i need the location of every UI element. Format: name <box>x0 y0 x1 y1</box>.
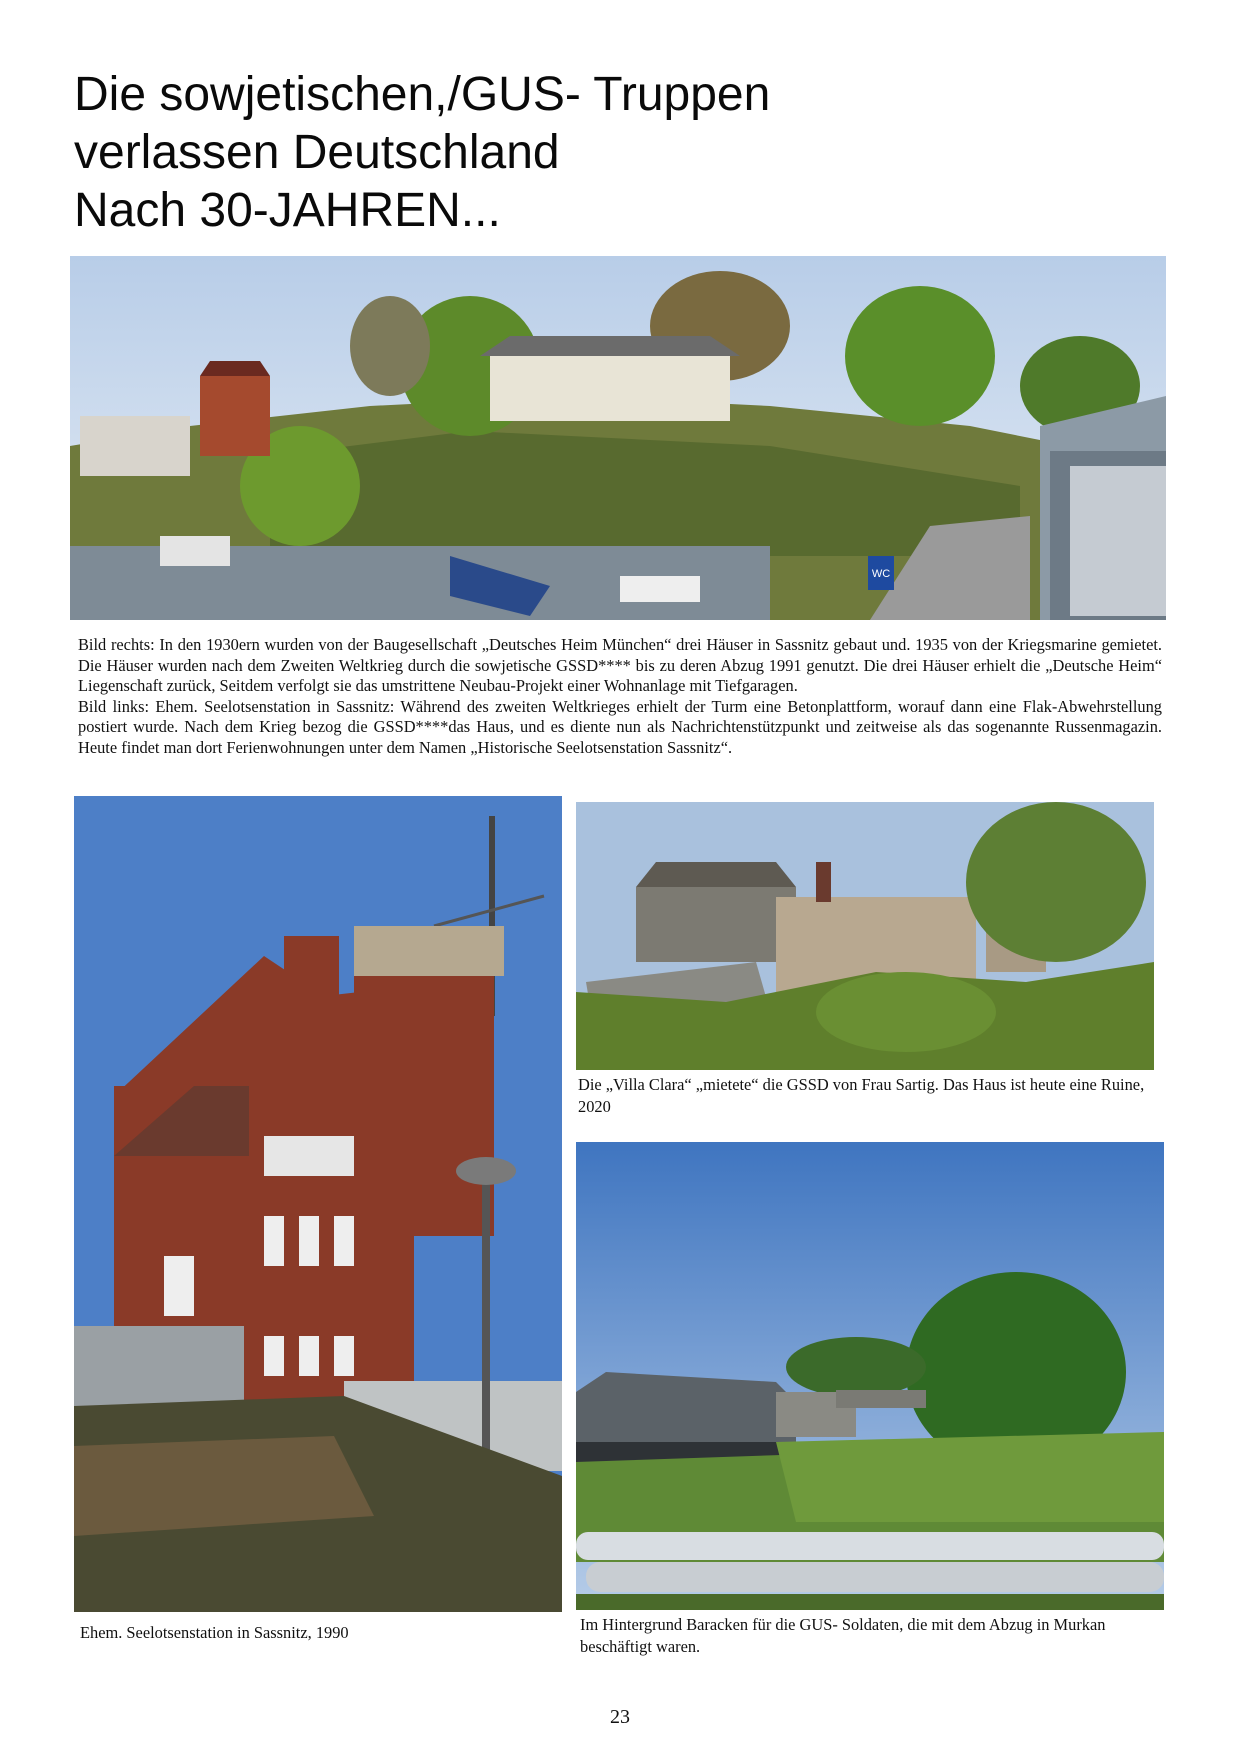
harbor-photo <box>70 256 1166 620</box>
title-line-3: Nach 30-JAHREN... <box>74 184 501 237</box>
pilot-station-photo <box>74 796 562 1612</box>
page-title <box>74 66 1074 240</box>
main-caption <box>78 635 1162 758</box>
caption-left: Bild links: Ehem. Seelotsenstation in Sassnitz: Während des zweiten Weltkrieges erhielt der Turm eine Betonplattform, worauf dann eine Flak-Abwehrstellung postiert wurde. Nach dem Krieg bezog die GSSD****das Haus, und es diente nun als Nachrichtenstützpunkt und zeitweise als das sogenannte Russenmagazin. Heute findet man dort Ferienwohnungen unter dem Namen „Historische Seelotsenstation Sassnitz“. <box>78 696 1162 757</box>
villa-clara-photo <box>576 802 1154 1070</box>
caption-right: Bild rechts: In den 1930ern wurden von der Baugesellschaft „Deutsches Heim München“ drei Häuser in Sassnitz gebaut und. 1935 von der Kriegsmarine gemietet. Die Häuser wurden nach dem Zweiten Weltkrieg durch die sowjetische GSSD**** bis zu deren Abzug 1991 genutzt. Die drei Häuser erhielt die „Deutsche Heim“ Liegenschaft zurück, Seitdem verfolgt sie das umstrittene Neubau-Projekt einer Wohnanlage mit Tiefgaragen. <box>78 635 1162 695</box>
title-line-1: Die sowjetischen,/GUS- Truppen <box>74 68 771 121</box>
page-number: 23 <box>610 1706 630 1728</box>
barracks-photo <box>576 1142 1164 1610</box>
villa-caption: Die „Villa Clara“ „mietete“ die GSSD von Frau Sartig. Das Haus ist heute eine Ruine, 2020 <box>578 1075 1145 1116</box>
title-line-2: verlassen Deutschland <box>74 126 560 179</box>
station-caption: Ehem. Seelotsenstation in Sassnitz, 1990 <box>80 1623 349 1642</box>
barracks-caption: Im Hintergrund Baracken für die GUS- Soldaten, die mit dem Abzug in Murkan beschäftigt waren. <box>580 1615 1106 1656</box>
wc-sign: WC <box>871 568 891 580</box>
